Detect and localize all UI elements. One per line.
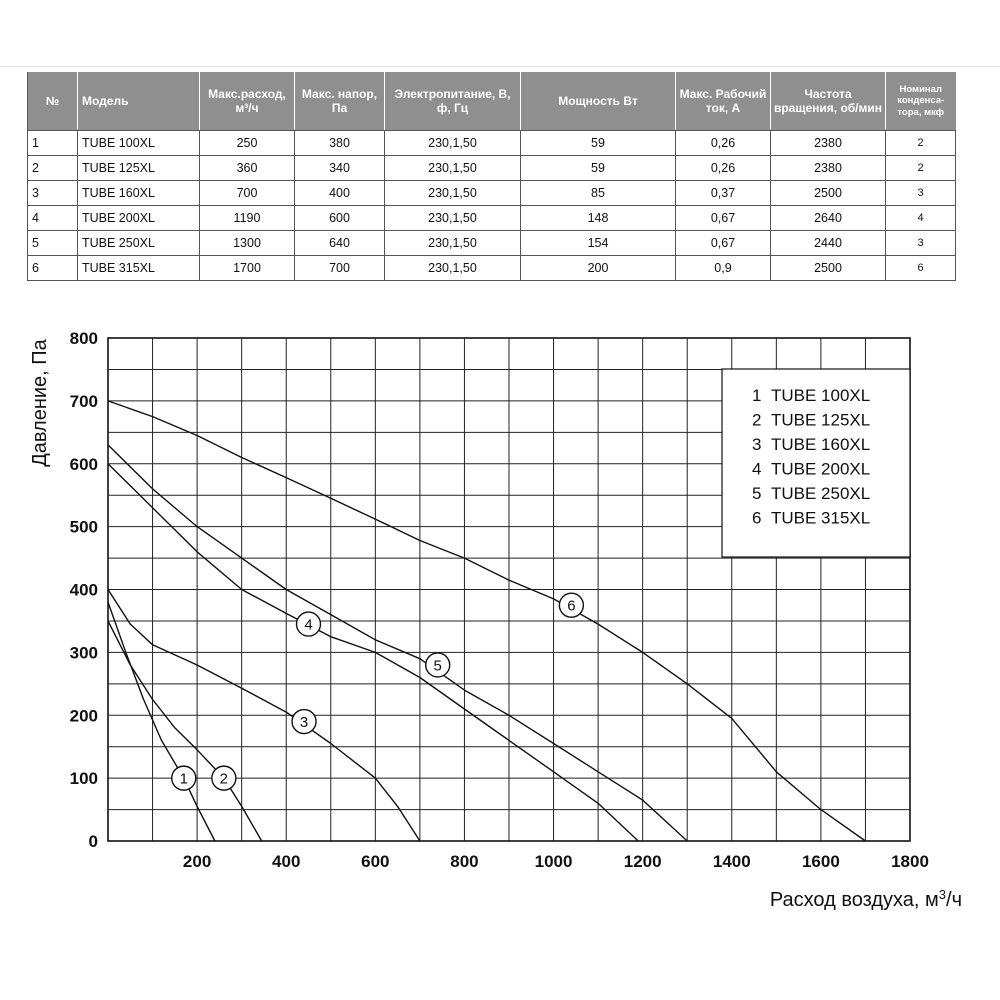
header-capacitor: Номинал конденса-тора, мкф (886, 72, 956, 131)
cell-power-supply: 230,1,50 (385, 206, 521, 231)
legend-item-label: TUBE 125XL (771, 410, 871, 430)
legend-item-number: 2 (752, 410, 762, 430)
curve-marker-label: 5 (433, 657, 442, 675)
cell-max-flow: 1190 (200, 206, 295, 231)
cell-model: TUBE 315XL (78, 256, 200, 281)
cell-max-pressure: 400 (295, 181, 385, 206)
table-row (28, 156, 956, 181)
curve-marker-label: 1 (179, 770, 188, 788)
cell-model: TUBE 125XL (78, 156, 200, 181)
cell-max-flow: 360 (200, 156, 295, 181)
cell-max-pressure: 340 (295, 156, 385, 181)
table-row (28, 206, 956, 231)
cell-current: 0,26 (676, 131, 771, 156)
cell-power-supply: 230,1,50 (385, 231, 521, 256)
cell-power: 148 (521, 206, 676, 231)
cell-power: 59 (521, 156, 676, 181)
cell-power: 59 (521, 131, 676, 156)
header-max-pressure: Макс. напор, Па (295, 72, 385, 131)
header-power-supply: Электропитание, В, ф, Гц (385, 72, 521, 131)
curve-marker-label: 6 (567, 597, 576, 615)
top-bar (0, 0, 1000, 67)
cell-rpm: 2440 (771, 231, 886, 256)
x-tick-label: 600 (361, 852, 390, 871)
cell-rpm: 2380 (771, 156, 886, 181)
cell-num: 4 (28, 206, 78, 231)
x-tick-label: 400 (272, 852, 301, 871)
y-tick-label: 700 (69, 391, 98, 411)
cell-max-flow: 250 (200, 131, 295, 156)
cell-power-supply: 230,1,50 (385, 131, 521, 156)
spec-table (27, 72, 956, 281)
cell-capacitor: 2 (886, 156, 956, 181)
x-axis-ticks (183, 852, 929, 871)
table-header-row (28, 72, 956, 131)
y-tick-label: 0 (88, 832, 98, 851)
x-tick-label: 1800 (891, 852, 929, 871)
legend-item-label: TUBE 160XL (771, 435, 871, 454)
legend-item-number: 1 (752, 386, 762, 405)
cell-num: 1 (28, 131, 78, 156)
fan-curve-chart (0, 300, 1000, 950)
curve-marker-label: 3 (299, 714, 309, 732)
table-row (28, 131, 956, 156)
cell-max-pressure: 700 (295, 256, 385, 281)
header-power: Мощность Вт (521, 72, 676, 131)
cell-max-pressure: 380 (295, 131, 385, 156)
x-tick-label: 1000 (534, 852, 573, 871)
cell-capacitor: 3 (886, 231, 956, 256)
y-tick-label: 100 (69, 769, 98, 789)
curve-marker-label: 2 (219, 770, 229, 788)
cell-max-flow: 1300 (200, 231, 295, 256)
x-axis-label: Расход воздуха, $м^3/ч$ (769, 886, 962, 911)
cell-power-supply: 230,1,50 (385, 156, 521, 181)
legend-item-number: 4 (752, 459, 762, 479)
y-axis-label: Давление, Па (29, 339, 51, 467)
table-row (28, 181, 956, 206)
y-tick-label: 200 (69, 706, 98, 726)
cell-current: 0,9 (676, 256, 771, 281)
cell-rpm: 2640 (771, 206, 886, 231)
cell-rpm: 2500 (771, 256, 886, 281)
y-tick-label: 500 (69, 517, 98, 537)
cell-capacitor: 2 (886, 131, 956, 156)
cell-max-pressure: 600 (295, 206, 385, 231)
cell-power: 85 (521, 181, 676, 206)
legend-item-number: 5 (752, 484, 762, 503)
cell-max-pressure: 640 (295, 231, 385, 256)
x-tick-label: 1400 (712, 852, 751, 871)
cell-capacitor: 6 (886, 256, 956, 281)
cell-num: 5 (28, 231, 78, 256)
curve-marker-label: 4 (304, 616, 313, 634)
cell-num: 3 (28, 181, 78, 206)
header-max-flow: Макс.расход, м³/ч (200, 72, 295, 131)
cell-current: 0,26 (676, 156, 771, 181)
cell-model: TUBE 250XL (78, 231, 200, 256)
legend-item-label: TUBE 250XL (771, 484, 871, 503)
x-tick-label: 800 (450, 852, 479, 871)
table-row (28, 231, 956, 256)
header-model: Модель (78, 72, 200, 131)
legend-item-number: 3 (752, 435, 762, 454)
y-tick-label: 400 (69, 580, 98, 600)
cell-model: TUBE 100XL (78, 131, 200, 156)
y-tick-label: 800 (69, 329, 98, 348)
legend-item-label: TUBE 315XL (771, 508, 871, 528)
cell-power: 200 (521, 256, 676, 281)
cell-current: 0,67 (676, 231, 771, 256)
cell-power: 154 (521, 231, 676, 256)
cell-power-supply: 230,1,50 (385, 256, 521, 281)
table-row (28, 256, 956, 281)
cell-num: 6 (28, 256, 78, 281)
cell-model: TUBE 200XL (78, 206, 200, 231)
cell-model: TUBE 160XL (78, 181, 200, 206)
cell-rpm: 2500 (771, 181, 886, 206)
x-tick-label: 1200 (623, 852, 662, 871)
header-current: Макс. Рабочий ток, А (676, 72, 771, 131)
y-axis-ticks (70, 329, 98, 851)
cell-current: 0,37 (676, 181, 771, 206)
legend-item-number: 6 (752, 508, 762, 528)
cell-capacitor: 4 (886, 206, 956, 231)
cell-power-supply: 230,1,50 (385, 181, 521, 206)
x-tick-label: 200 (182, 852, 212, 871)
y-tick-label: 300 (69, 643, 98, 663)
legend (722, 369, 910, 557)
legend-item-label: TUBE 200XL (771, 459, 871, 479)
cell-max-flow: 1700 (200, 256, 295, 281)
cell-capacitor: 3 (886, 181, 956, 206)
cell-rpm: 2380 (771, 131, 886, 156)
header-num: № (28, 72, 78, 131)
cell-max-flow: 700 (200, 181, 295, 206)
header-rpm: Частота вращения, об/мин (771, 72, 886, 131)
legend-item-label: TUBE 100XL (771, 386, 871, 405)
cell-num: 2 (28, 156, 78, 181)
x-tick-label: 1600 (801, 852, 840, 871)
y-tick-label: 600 (69, 454, 98, 474)
cell-current: 0,67 (676, 206, 771, 231)
